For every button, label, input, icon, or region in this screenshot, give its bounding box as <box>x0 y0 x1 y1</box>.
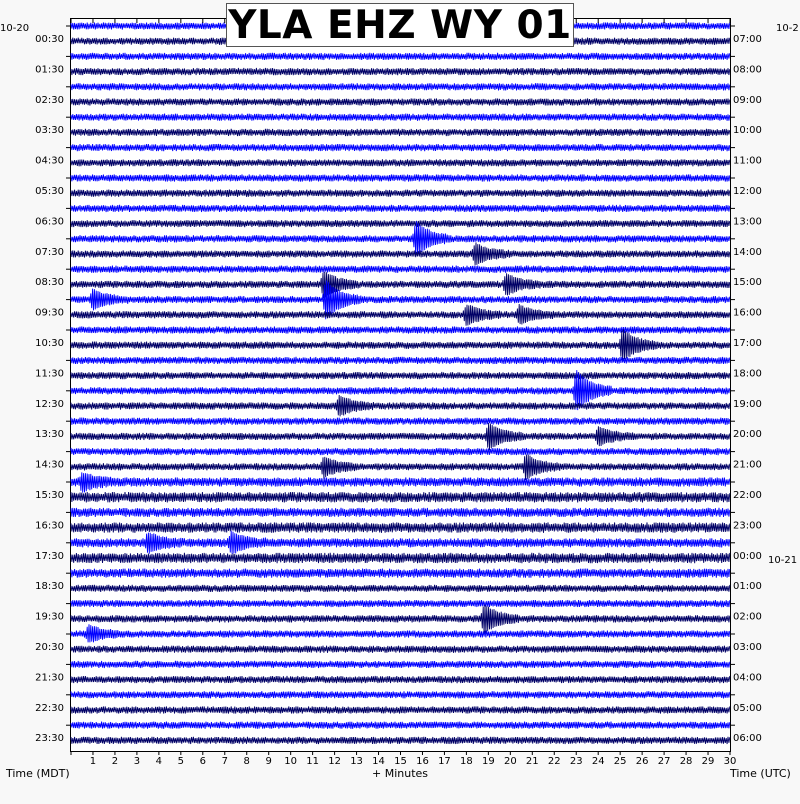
left-tick-label: 06:30 <box>35 216 64 228</box>
x-tick-label: 19 <box>481 756 495 767</box>
title-box <box>226 3 574 47</box>
x-tick-label: 27 <box>657 756 671 767</box>
right-tick-label: 20:00 <box>733 429 762 441</box>
left-tick-label: 23:30 <box>35 733 64 745</box>
x-tick-label: 30 <box>723 756 737 767</box>
left-tick-label: 12:30 <box>35 398 64 410</box>
chart-title: YLA EHZ WY 01 <box>228 2 572 48</box>
left-tick-label: 04:30 <box>35 155 64 167</box>
right-tick-label: 21:00 <box>733 459 762 471</box>
left-tick-label: 14:30 <box>35 459 64 471</box>
left-tick-label: 07:30 <box>35 246 64 258</box>
x-tick-label: 24 <box>591 756 605 767</box>
plot-frame <box>71 19 731 752</box>
x-tick-label: 10 <box>284 756 298 767</box>
right-tick-label: 01:00 <box>733 581 762 593</box>
right-tick-label: 12:00 <box>733 186 762 197</box>
right-tick-label: 16:00 <box>733 307 762 319</box>
x-tick-label: 3 <box>133 756 141 767</box>
x-tick-label: 4 <box>155 756 163 767</box>
x-tick-label: 15 <box>394 756 407 767</box>
x-tick-label: 5 <box>177 756 185 767</box>
right-tick-label: 11:00 <box>733 155 762 167</box>
x-tick-label: 12 <box>328 756 341 767</box>
right-tick-label: 00:00 <box>733 550 762 562</box>
x-tick-label: 29 <box>701 756 715 767</box>
right-tick-label: 07:00 <box>733 34 762 45</box>
left-tick-label: 10:30 <box>35 338 64 349</box>
left-tick-label: 17:30 <box>35 550 64 562</box>
x-tick-label: 1 <box>89 756 97 767</box>
right-tick-label: 14:00 <box>733 246 762 258</box>
x-tick-label: 16 <box>416 756 429 767</box>
left-tick-label: 03:30 <box>35 125 64 137</box>
right-tick-label: 22:00 <box>733 490 762 501</box>
left-tick-label: 16:30 <box>35 520 64 532</box>
right-tick-label: 03:00 <box>733 642 762 653</box>
right-tick-label: 04:00 <box>733 672 762 684</box>
right-tick-label: 18:00 <box>733 368 762 380</box>
left-date-label: 10-20 <box>0 23 30 34</box>
x-tick-label: 2 <box>111 756 119 767</box>
right-tick-label: 10:00 <box>733 125 762 137</box>
x-tick-label: 23 <box>569 756 583 767</box>
right-tick-label: 19:00 <box>733 398 762 410</box>
right-tick-label: 09:00 <box>733 94 762 106</box>
right-tick-label: 05:00 <box>733 702 762 714</box>
x-tick-label: 22 <box>547 756 561 767</box>
left-tick-label: 13:30 <box>35 429 64 441</box>
left-tick-label: 18:30 <box>35 581 64 593</box>
x-tick-label: 8 <box>243 756 250 767</box>
right-tick-label: 17:00 <box>733 338 762 349</box>
right-time-axis <box>730 26 762 744</box>
x-tick-label: 20 <box>503 756 517 767</box>
x-tick-label: 6 <box>199 756 206 767</box>
left-tick-label: 21:30 <box>35 672 64 684</box>
right-axis-label: Time (UTC) <box>730 767 791 780</box>
x-tick-label: 13 <box>350 756 363 767</box>
right-date-label-top: 10-2 <box>776 23 799 34</box>
x-tick-label: 17 <box>438 756 451 767</box>
left-tick-label: 15:30 <box>35 490 64 501</box>
x-tick-label: 18 <box>460 756 473 767</box>
left-tick-label: 05:30 <box>35 186 64 197</box>
x-tick-label: 7 <box>221 756 228 767</box>
left-tick-label: 09:30 <box>35 307 64 319</box>
x-tick-label: 28 <box>679 756 693 767</box>
right-date-label-mid: 10-21 <box>768 555 798 566</box>
right-tick-label: 23:00 <box>733 520 762 532</box>
left-axis-label: Time (MDT) <box>6 767 70 780</box>
left-tick-label: 08:30 <box>35 277 64 289</box>
right-tick-label: 15:00 <box>733 277 762 289</box>
left-tick-label: 11:30 <box>35 368 64 380</box>
x-tick-label: 21 <box>525 756 539 767</box>
x-tick-label: 14 <box>372 756 385 767</box>
left-tick-label: 19:30 <box>35 611 64 623</box>
right-tick-label: 13:00 <box>733 216 762 228</box>
x-axis-label: + Minutes <box>371 767 429 780</box>
left-tick-label: 01:30 <box>35 64 64 76</box>
left-tick-label: 00:30 <box>35 34 64 45</box>
right-tick-label: 02:00 <box>733 611 762 623</box>
left-tick-label: 22:30 <box>35 702 64 714</box>
x-tick-label: 11 <box>306 756 320 767</box>
right-tick-label: 06:00 <box>733 733 762 745</box>
x-tick-label: 25 <box>613 756 627 767</box>
left-tick-label: 20:30 <box>35 642 64 653</box>
right-tick-label: 08:00 <box>733 64 762 76</box>
x-tick-label: 9 <box>265 756 272 767</box>
x-tick-label: 26 <box>635 756 649 767</box>
left-tick-label: 02:30 <box>35 94 64 106</box>
left-time-axis <box>35 26 71 744</box>
